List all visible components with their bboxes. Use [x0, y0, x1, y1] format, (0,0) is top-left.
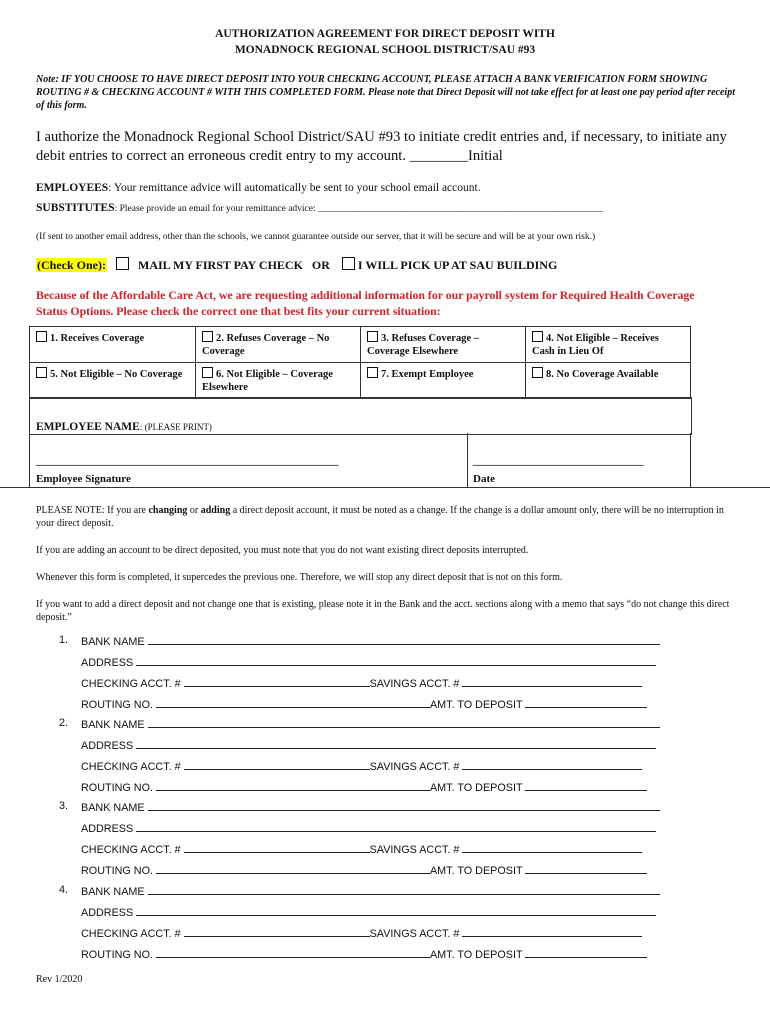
- substitutes-label: SUBSTITUTES: [36, 202, 115, 214]
- check-one-row: [36, 257, 557, 273]
- bank-name-input[interactable]: [148, 800, 660, 811]
- coverage-option-8[interactable]: [526, 363, 691, 399]
- note-text: Note: IF YOU CHOOSE TO HAVE DIRECT DEPOSIT INTO YOUR CHECKING ACCOUNT, PLEASE ATTACH A BANK VERIFICATION FORM SHOWING ROUTING # & CHECKING ACCOUNT # WITH THIS COMPLETED FORM. Please note that Direct Deposit will not take effect for at least one pay period after receipt of this form.: [36, 74, 735, 111]
- savings-acct-input[interactable]: [462, 759, 642, 770]
- authorization-statement: [36, 128, 756, 166]
- coverage-label-7: 7. Exempt Employee: [381, 369, 474, 380]
- mail-paycheck-label: MAIL MY FIRST PAY CHECK: [138, 258, 303, 272]
- coverage-option-1[interactable]: [30, 327, 196, 363]
- coverage-option-7[interactable]: [361, 363, 526, 399]
- bank-row: [81, 863, 647, 877]
- date-label: Date: [473, 473, 495, 485]
- savings-label: SAVINGS ACCT. #: [369, 761, 460, 773]
- amount-input[interactable]: [525, 863, 647, 874]
- disclaimer-text: (If sent to another email address, other than the schools, we cannot guarantee outside our server, that it will be secure and will be at your own risk.): [36, 232, 596, 242]
- bank-row: [81, 821, 656, 835]
- please-note-paragraph: [36, 504, 736, 530]
- check-one-label: (Check One):: [37, 258, 106, 272]
- coverage-checkbox-5[interactable]: [36, 367, 47, 378]
- savings-label: SAVINGS ACCT. #: [369, 844, 460, 856]
- amount-label: AMT. TO DEPOSIT: [429, 782, 523, 794]
- p1-a: PLEASE NOTE: If you are: [36, 505, 149, 516]
- bank-row: [59, 634, 660, 648]
- savings-acct-input[interactable]: [462, 842, 642, 853]
- pickup-label: I WILL PICK UP AT SAU BUILDING: [357, 258, 558, 272]
- divider: [0, 487, 770, 488]
- routing-label: ROUTING NO.: [81, 865, 153, 877]
- address-label: ADDRESS: [81, 823, 134, 835]
- bank-row: [81, 655, 656, 669]
- coverage-label-3: 3. Refuses Coverage – Coverage Elsewhere: [367, 333, 479, 357]
- coverage-label-2: 2. Refuses Coverage – No Coverage: [202, 333, 330, 357]
- bank-name-label: BANK NAME: [81, 886, 145, 898]
- bank-number: 1.: [59, 634, 69, 646]
- bank-row: [81, 926, 642, 940]
- checking-acct-input[interactable]: [184, 926, 370, 937]
- coverage-checkbox-6[interactable]: [202, 367, 213, 378]
- bank-row: [81, 676, 642, 690]
- amount-input[interactable]: [525, 947, 647, 958]
- checking-acct-input[interactable]: [184, 842, 370, 853]
- coverage-option-4[interactable]: [526, 327, 691, 363]
- bank-name-input[interactable]: [148, 717, 660, 728]
- coverage-option-5[interactable]: [30, 363, 196, 399]
- amount-input[interactable]: [525, 697, 647, 708]
- initial-label: Initial: [468, 148, 503, 164]
- employees-line: [36, 182, 481, 194]
- pickup-checkbox[interactable]: [342, 257, 355, 270]
- bank-row: [81, 905, 656, 919]
- substitutes-email-field[interactable]: : Please provide an email for your remittance advice: ____________________________________________________________: [114, 204, 604, 214]
- bank-name-input[interactable]: [148, 884, 660, 895]
- coverage-checkbox-8[interactable]: [532, 367, 543, 378]
- bank-number: 4.: [59, 884, 69, 896]
- aca-text: Because of the Affordable Care Act, we are requesting additional information for our payroll system for Required Health Coverage Status Options. Please check the correct one that best fits your current situation:: [36, 288, 695, 318]
- amount-label: AMT. TO DEPOSIT: [429, 865, 523, 877]
- routing-input[interactable]: [156, 947, 430, 958]
- checking-label: CHECKING ACCT. #: [81, 928, 181, 940]
- p1-adding: adding: [200, 505, 231, 516]
- coverage-label-1: 1. Receives Coverage: [50, 333, 145, 344]
- savings-label: SAVINGS ACCT. #: [369, 678, 460, 690]
- coverage-checkbox-2[interactable]: [202, 331, 213, 342]
- address-input[interactable]: [136, 738, 656, 749]
- p1-b: a direct deposit account, it must be noted as a change. If the change is a dollar amount only, there will be no interruption in your direct deposit.: [36, 505, 724, 529]
- coverage-label-6: 6. Not Eligible – Coverage Elsewhere: [202, 369, 333, 393]
- address-input[interactable]: [136, 655, 656, 666]
- bank-row: [81, 759, 642, 773]
- routing-input[interactable]: [156, 697, 430, 708]
- coverage-label-8: 8. No Coverage Available: [546, 369, 659, 380]
- bank-name-label: BANK NAME: [81, 802, 145, 814]
- employees-label: EMPLOYEES: [36, 182, 109, 194]
- amount-label: AMT. TO DEPOSIT: [429, 949, 523, 961]
- employee-name-hint: : (PLEASE PRINT): [139, 422, 212, 432]
- routing-input[interactable]: [156, 863, 430, 874]
- bank-row: [81, 780, 647, 794]
- routing-input[interactable]: [156, 780, 430, 791]
- or-label: OR: [311, 258, 330, 272]
- routing-label: ROUTING NO.: [81, 699, 153, 711]
- savings-label: SAVINGS ACCT. #: [369, 928, 460, 940]
- form-title-line1: AUTHORIZATION AGREEMENT FOR DIRECT DEPOSIT WITH: [215, 28, 555, 40]
- substitutes-line: [36, 202, 756, 214]
- address-label: ADDRESS: [81, 740, 134, 752]
- coverage-label-5: 5. Not Eligible – No Coverage: [50, 369, 183, 380]
- amount-label: AMT. TO DEPOSIT: [429, 699, 523, 711]
- coverage-checkbox-4[interactable]: [532, 331, 543, 342]
- bank-row: [59, 800, 660, 814]
- bank-row: [81, 947, 647, 961]
- p1-or: or: [187, 505, 201, 516]
- routing-label: ROUTING NO.: [81, 949, 153, 961]
- amount-input[interactable]: [525, 780, 647, 791]
- address-label: ADDRESS: [81, 657, 134, 669]
- checking-label: CHECKING ACCT. #: [81, 678, 181, 690]
- date-line: _______________________________: [473, 455, 644, 467]
- checking-label: CHECKING ACCT. #: [81, 761, 181, 773]
- coverage-option-2[interactable]: [196, 327, 361, 363]
- bank-row: [81, 738, 656, 752]
- bank-row: [81, 697, 647, 711]
- p1-changing: changing: [148, 505, 188, 516]
- adding-account-paragraph: If you are adding an account to be direct deposited, you must note that you do not want existing direct deposits interrupted.: [36, 545, 529, 556]
- memo-paragraph: If you want to add a direct deposit and not change one that is existing, please note it in the Bank and the acct. sections along with a memo that says “do not change this direct deposit.”: [36, 599, 730, 623]
- bank-row: [59, 884, 660, 898]
- employee-name-label: EMPLOYEE NAME: [36, 421, 140, 433]
- savings-acct-input[interactable]: [462, 926, 642, 937]
- coverage-option-6[interactable]: [196, 363, 361, 399]
- checking-acct-input[interactable]: [184, 759, 370, 770]
- bank-row: [81, 842, 642, 856]
- coverage-label-4: 4. Not Eligible – Receives Cash in Lieu Of: [532, 333, 659, 357]
- initial-blank[interactable]: ________: [409, 148, 468, 164]
- savings-acct-input[interactable]: [462, 676, 642, 687]
- signature-line: _______________________________________________________: [36, 455, 339, 467]
- authorization-text: I authorize the Monadnock Regional School District/SAU #93 to initiate credit entries and, if necessary, to initiate any debit entries to correct an erroneous credit entry to my account.: [36, 129, 727, 164]
- address-label: ADDRESS: [81, 907, 134, 919]
- coverage-checkbox-3[interactable]: [367, 331, 378, 342]
- bank-number: 2.: [59, 717, 69, 729]
- mail-paycheck-checkbox[interactable]: [116, 257, 129, 270]
- bank-name-label: BANK NAME: [81, 719, 145, 731]
- bank-name-label: BANK NAME: [81, 636, 145, 648]
- form-title-line2: MONADNOCK REGIONAL SCHOOL DISTRICT/SAU #93: [234, 44, 536, 56]
- revision-footer: Rev 1/2020: [36, 974, 83, 985]
- bank-row: [59, 717, 660, 731]
- employees-text: : Your remittance advice will automatically be sent to your school email account.: [108, 182, 481, 194]
- supercedes-paragraph: Whenever this form is completed, it supercedes the previous one. Therefore, we will stop any direct deposit that is not on this form.: [36, 572, 563, 583]
- routing-label: ROUTING NO.: [81, 782, 153, 794]
- coverage-checkbox-1[interactable]: [36, 331, 47, 342]
- coverage-checkbox-7[interactable]: [367, 367, 378, 378]
- signature-label: Employee Signature: [36, 473, 131, 485]
- bank-number: 3.: [59, 800, 69, 812]
- coverage-options-table: [29, 326, 691, 399]
- checking-label: CHECKING ACCT. #: [81, 844, 181, 856]
- checking-acct-input[interactable]: [184, 676, 370, 687]
- bank-name-input[interactable]: [148, 634, 660, 645]
- address-input[interactable]: [136, 821, 656, 832]
- address-input[interactable]: [136, 905, 656, 916]
- coverage-option-3[interactable]: [361, 327, 526, 363]
